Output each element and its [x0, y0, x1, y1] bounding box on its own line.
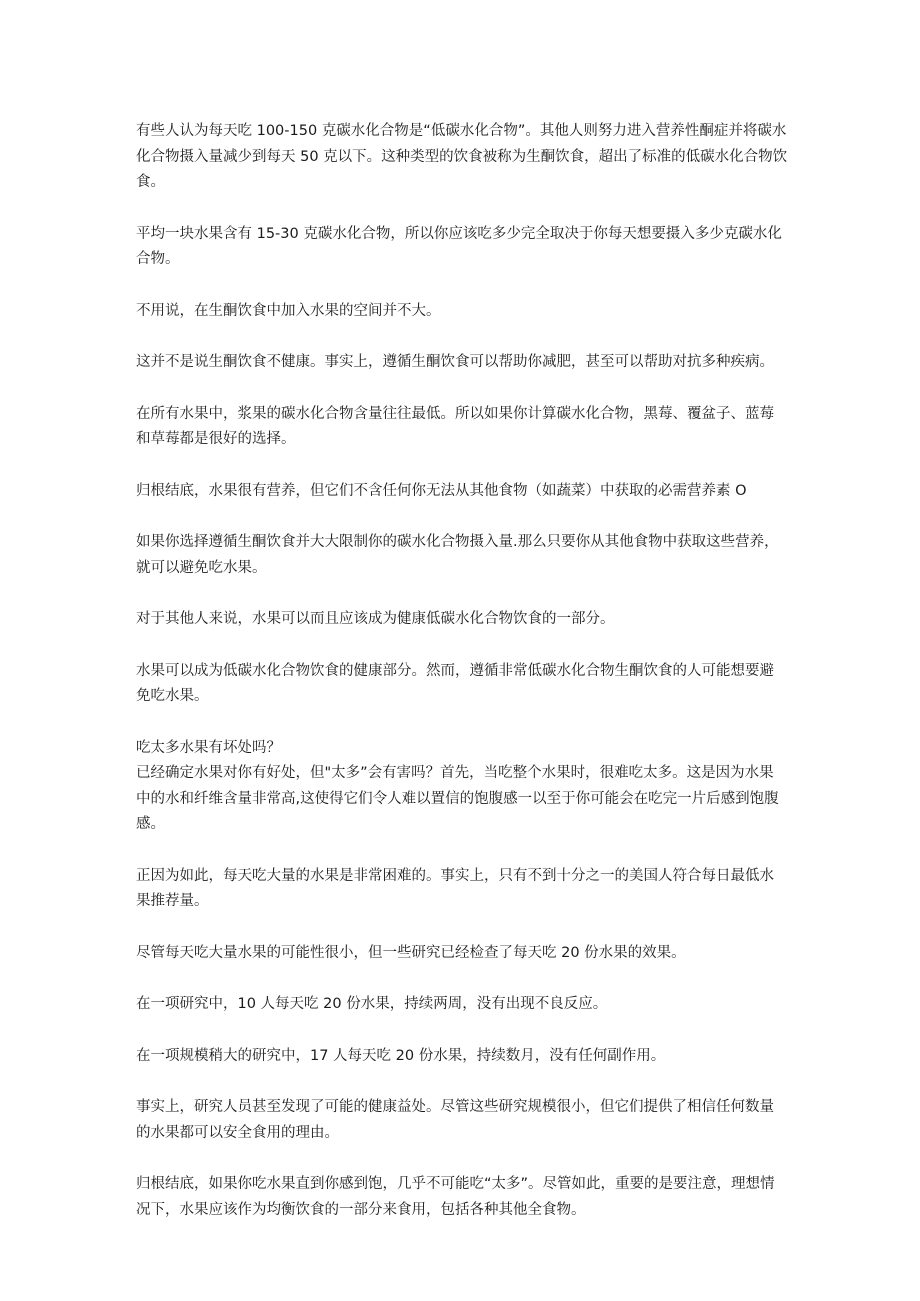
section-heading: 吃太多水果有坏处吗？	[136, 739, 281, 756]
paragraph-15: 事实上，研究人员甚至发现了可能的健康益处。尽管这些研究规模很小，但它们提供了相信任何数量的水果都可以安全食用的理由。	[136, 1099, 774, 1141]
paragraph-5: 在所有水果中，浆果的碳水化合物含量往往最低。所以如果你计算碳水化合物，黑莓、覆盆子、蓝莓和草莓都是很好的选择。	[136, 405, 774, 447]
paragraph-14: 在一项规模稍大的研究中，17 人每天吃 20 份水果，持续数月，没有任何副作用。	[136, 1047, 666, 1064]
paragraph-6: 归根结底，水果很有营养，但它们不含任何你无法从其他食物（如蔬菜）中获取的必需营养素 O	[136, 482, 747, 499]
paragraph-3: 不用说，在生酮饮食中加入水果的空间并不大。	[136, 302, 441, 319]
paragraph-13: 在一项研究中，10 人每天吃 20 份水果，持续两周，没有出现不良反应。	[136, 996, 608, 1012]
paragraph-10: 已经确定水果对你有好处，但"太多”会有害吗？首先，当吃整个水果时，很难吃太多。这是因为水果中的水和纤维含量非常高,这使得它们令人难以置信的饱腹感一以至于你可能会在吃完一片后感到饱腹感。	[136, 765, 779, 832]
paragraph-11: 正因为如此，每天吃大量的水果是非常困难的。事实上，只有不到十分之一的美国人符合每日最低水果推荐量。	[136, 867, 774, 909]
paragraph-2: 平均一块水果含有 15-30 克碳水化合物，所以你应该吃多少完全取决于你每天想要摄入多少克碳水化合物。	[136, 225, 782, 267]
document-body	[136, 119, 788, 1249]
paragraph-9: 水果可以成为低碳水化合物饮食的健康部分。然而，遵循非常低碳水化合物生酮饮食的人可能想要避免吃水果。	[136, 662, 774, 704]
paragraph-7: 如果你选择遵循生酮饮食并大大限制你的碳水化合物摄入量.那么只要你从其他食物中获取这些营养，就可以避免吃水果。	[136, 534, 779, 576]
paragraph-8: 对于其他人来说，水果可以而且应该成为健康低碳水化合物饮食的一部分。	[136, 611, 615, 627]
paragraph-12: 尽管每天吃大量水果的可能性很小，但一些研究已经检查了每天吃 20 份水果的效果。	[136, 944, 686, 961]
paragraph-1: 有些人认为每天吃 100-150 克碳水化合物是“低碳水化合物”。其他人则努力进入营养性酮症并将碳水化合物摄入量减少到每天 50 克以下。这种类型的饮食被称为生酮饮食，超出了标准的低碳水化合物饮食。	[136, 123, 788, 190]
paragraph-16: 归根结底，如果你吃水果直到你感到饱，几乎不可能吃“太多”。尽管如此，重要的是要注意，理想情况下，水果应该作为均衡饮食的一部分来食用，包括各种其他全食物。	[136, 1176, 775, 1218]
paragraph-4: 这并不是说生酮饮食不健康。事实上，遵循生酮饮食可以帮助你减肥，甚至可以帮助对抗多种疾病。	[136, 354, 774, 370]
